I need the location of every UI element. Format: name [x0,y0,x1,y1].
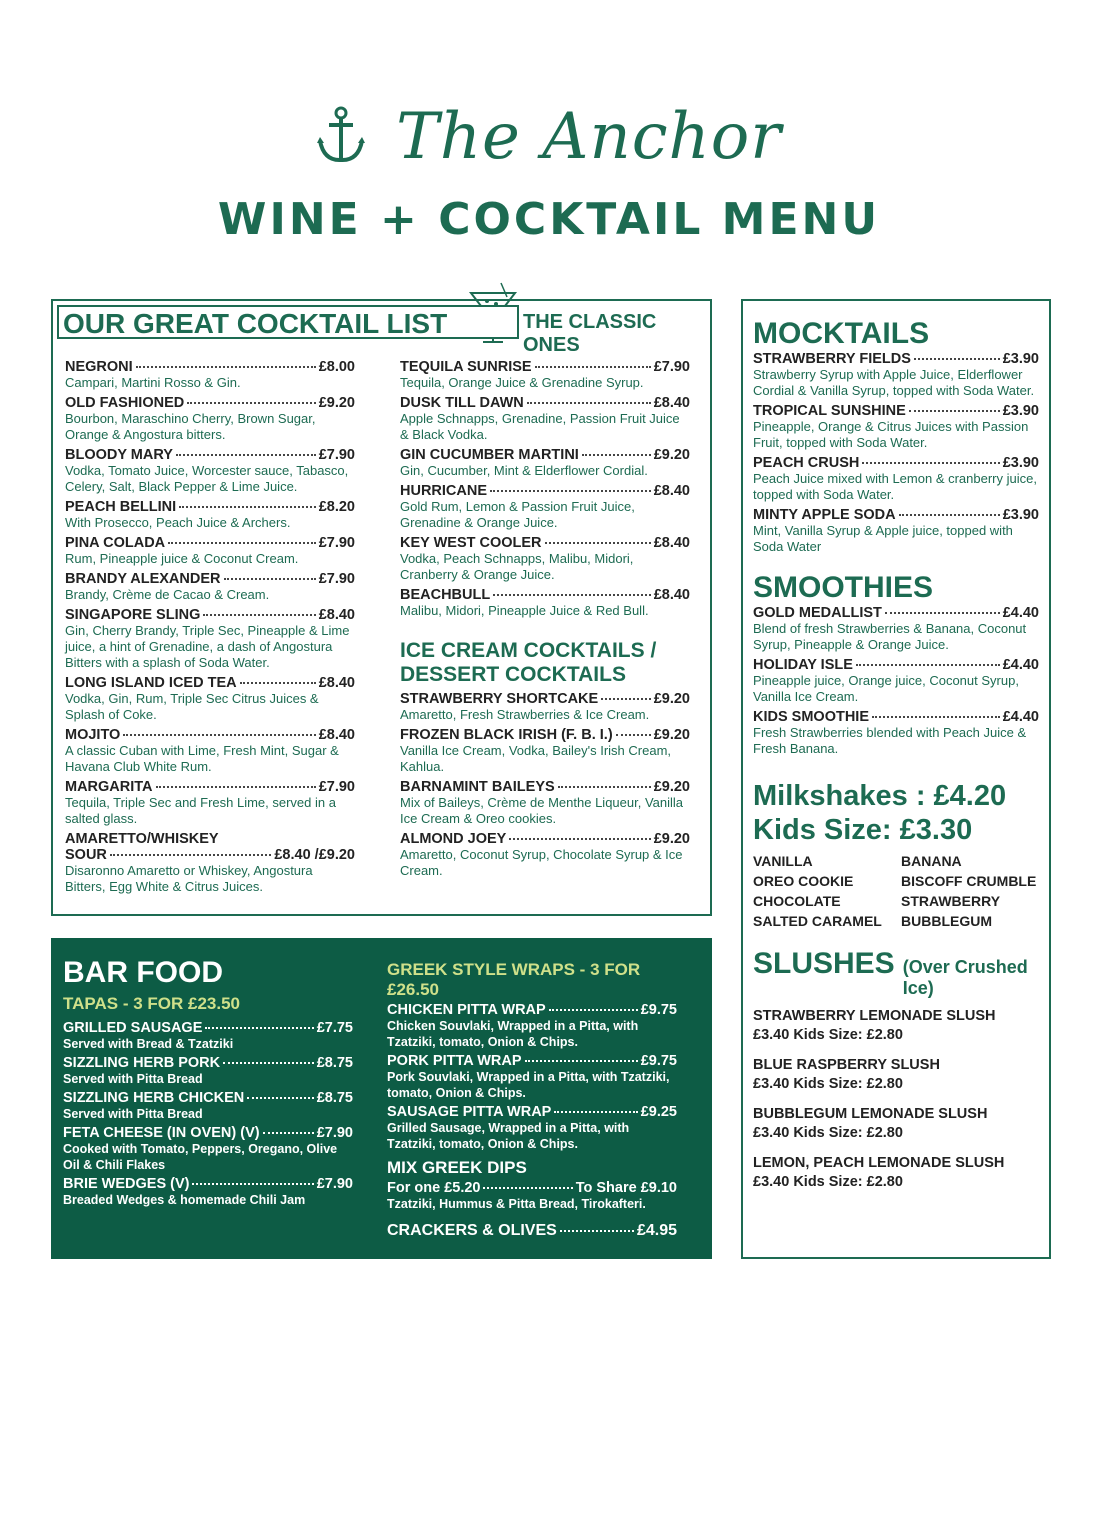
item-price: £8.40 [653,535,690,551]
item-price: £8.40 /£9.20 [274,847,355,863]
dot-leader [862,462,999,464]
item-description: Mix of Baileys, Crème de Menthe Liqueur, Vanilla Ice Cream & Oreo cookies. [400,795,684,826]
item-name: PORK PITTA WRAP [387,1053,522,1069]
item-description: Grilled Sausage, Wrapped in a Pitta, with Tzatziki, tomato, Onion & Chips. [387,1121,630,1151]
menu-item [753,403,1039,451]
item-description: Amaretto, Fresh Strawberries & Ice Cream. [400,707,650,722]
dot-leader [192,1183,313,1185]
menu-item [400,831,690,879]
brand-name: The Anchor [396,100,782,174]
item-description: Rum, Pineapple juice & Coconut Cream. [65,551,299,566]
dips-description: Tzatziki, Hummus & Pitta Bread, Tirokafteri. [387,1197,646,1211]
dot-leader [263,1132,314,1134]
menu-item [400,587,690,619]
item-price: £7.90 [316,1125,353,1141]
item-name: BEACHBULL [400,587,491,603]
dot-leader [224,578,316,580]
milkshake-flavour: CHOCOLATE [753,893,841,909]
item-price: £7.90 [318,447,355,463]
wraps-heading: GREEK STYLE WRAPS - 3 FOR £26.50 [387,960,641,999]
dot-leader [545,542,651,544]
item-price: £3.90 [1002,403,1039,419]
menu-item [387,1053,677,1101]
dot-leader [490,490,651,492]
ice-cream-heading: ICE CREAM COCKTAILS / DESSERT COCKTAILS [400,639,657,686]
item-name: TEQUILA SUNRISE [400,359,532,375]
menu-item [65,395,355,443]
item-price: £4.40 [1002,657,1039,673]
cocktail-list-heading: OUR GREAT COCKTAIL LIST [57,305,519,339]
item-name: BLOODY MARY [65,447,173,463]
dot-leader [899,514,1000,516]
bar-food-right [387,960,677,1240]
item-description: Strawberry Syrup with Apple Juice, Elderflower Cordial & Vanilla Syrup, topped with Soda Water. [753,367,1035,398]
menu-item [65,359,355,391]
item-description: Blend of fresh Strawberries & Banana, Coconut Syrup, Pineapple & Orange Juice. [753,621,1027,652]
item-name: FETA CHEESE (IN OVEN) (V) [63,1125,260,1141]
dot-leader [123,734,315,736]
item-description: Gin, Cucumber, Mint & Elderflower Cordial. [400,463,648,478]
item-description: Malibu, Midori, Pineapple Juice & Red Bull. [400,603,649,618]
item-name: ALMOND JOEY [400,831,507,847]
slush-name: STRAWBERRY LEMONADE SLUSH [753,1008,996,1024]
brand [0,100,1098,174]
bar-food-panel [51,938,712,1259]
item-price: £8.20 [318,499,355,515]
menu-item [65,779,355,827]
dips-heading: MIX GREEK DIPS [387,1158,527,1177]
item-price: £9.75 [640,1002,677,1018]
slush-price: £3.40 Kids Size: £2.80 [753,1125,903,1141]
menu-item [753,351,1039,399]
dot-leader [527,402,651,404]
item-price: £4.40 [1002,709,1039,725]
dot-leader [156,786,316,788]
item-price: £9.20 [653,727,690,743]
item-description: Mint, Vanilla Syrup & Apple juice, topped with Soda Water [753,523,1013,554]
item-name: SIZZLING HERB PORK [63,1055,221,1071]
item-description: Vodka, Peach Schnapps, Malibu, Midori, Cranberry & Orange Juice. [400,551,634,582]
item-price: £7.90 [318,535,355,551]
drinks-panel [741,299,1051,1259]
item-description: Cooked with Tomato, Peppers, Oregano, Olive Oil & Chili Flakes [63,1142,338,1172]
item-name: FROZEN BLACK IRISH (F. B. I.) [400,727,613,743]
menu-item [753,605,1039,653]
menu-item [400,727,690,775]
dot-leader [187,402,315,404]
item-name: PEACH BELLINI [65,499,177,515]
mocktails-heading: MOCKTAILS [753,317,930,350]
slushes-subheading: (Over Crushed Ice) [902,957,1028,998]
milkshake-flavour: OREO COOKIE [753,873,854,889]
item-description: Vodka, Tomato Juice, Worcester sauce, Tabasco, Celery, Salt, Black Pepper & Lime Juice. [65,463,349,494]
dot-leader [582,454,651,456]
menu-item [387,1104,677,1152]
cocktail-list-panel [51,299,712,916]
item-price: £9.20 [653,691,690,707]
item-description: Pineapple, Orange & Citrus Juices with Passion Fruit, topped with Soda Water. [753,419,1029,450]
cocktail-column-left [65,359,355,899]
item-price: £8.75 [316,1055,353,1071]
item-description: Amaretto, Coconut Syrup, Chocolate Syrup & Ice Cream. [400,847,683,878]
item-name: GRILLED SAUSAGE [63,1020,203,1036]
item-description: Tequila, Triple Sec and Fresh Lime, served in a salted glass. [65,795,336,826]
item-name: GIN CUCUMBER MARTINI [400,447,579,463]
item-price: £8.40 [653,395,690,411]
dot-leader [205,1027,313,1029]
item-name: NEGRONI [65,359,133,375]
item-price: £8.40 [318,607,355,623]
item-description: Apple Schnapps, Grenadine, Passion Fruit Juice & Black Vodka. [400,411,680,442]
dot-leader [483,1187,572,1189]
dot-leader [601,698,651,700]
item-price: £7.90 [316,1176,353,1192]
dot-leader [179,506,316,508]
item-description: Served with Pitta Bread [63,1107,203,1121]
item-price: £7.90 [653,359,690,375]
dot-leader [525,1060,638,1062]
dot-leader [554,1111,637,1113]
item-name: BRIE WEDGES (V) [63,1176,190,1192]
item-price: £7.75 [316,1020,353,1036]
dips-share-price: To Share £9.10 [575,1180,677,1196]
dot-leader [909,410,1000,412]
menu-item [400,395,690,443]
item-name: TROPICAL SUNSHINE [753,403,906,419]
item-price: £8.40 [653,483,690,499]
dot-leader [203,614,315,616]
menu-item [65,727,355,775]
smoothies-heading: SMOOTHIES [753,571,934,604]
dot-leader [885,612,1000,614]
item-name: SINGAPORE SLING [65,607,201,623]
item-name: KIDS SMOOTHIE [753,709,870,725]
menu-item [400,691,690,723]
dot-leader [493,594,650,596]
item-price: £9.20 [653,779,690,795]
milkshake-flavour: BISCOFF CRUMBLE [901,873,1037,889]
menu-item [400,779,690,827]
slush-price: £3.40 Kids Size: £2.80 [753,1027,903,1043]
dips-one-price: For one £5.20 [387,1180,481,1196]
item-description: Campari, Martini Rosso & Gin. [65,375,241,390]
item-price: £3.90 [1002,351,1039,367]
dot-leader [223,1062,314,1064]
item-name: MARGARITA [65,779,153,795]
item-name: BRANDY ALEXANDER [65,571,221,587]
dot-leader [247,1097,313,1099]
milkshakes-price: Milkshakes : £4.20 [753,780,1007,812]
item-description: Tequila, Orange Juice & Grenadine Syrup. [400,375,644,390]
item-name: CRACKERS & OLIVES [387,1222,557,1239]
milkshake-flavour: SALTED CARAMEL [753,913,882,929]
menu-item [65,675,355,723]
item-price: £8.40 [653,587,690,603]
item-description: Peach Juice mixed with Lemon & cranberry juice, topped with Soda Water. [753,471,1037,502]
item-name: SAUSAGE PITTA WRAP [387,1104,552,1120]
item-price: £8.40 [318,727,355,743]
item-name: HOLIDAY ISLE [753,657,853,673]
menu-item [753,507,1039,555]
item-description: A classic Cuban with Lime, Fresh Mint, Sugar & Havana Club White Rum. [65,743,339,774]
menu-item [400,447,690,479]
item-description: Served with Bread & Tzatziki [63,1037,234,1051]
menu-item [65,571,355,603]
menu-header [0,100,1098,245]
item-name: MINTY APPLE SODA [753,507,896,523]
item-price: £9.20 [653,447,690,463]
slush-name: BUBBLEGUM LEMONADE SLUSH [753,1106,988,1122]
menu-subtitle: WINE + COCKTAIL MENU [217,194,881,245]
item-price: £8.00 [318,359,355,375]
item-name: SIZZLING HERB CHICKEN [63,1090,245,1106]
item-name: GOLD MEDALLIST [753,605,882,621]
menu-item [63,1020,353,1052]
item-description: Gold Rum, Lemon & Passion Fruit Juice, Grenadine & Orange Juice. [400,499,635,530]
item-price: £9.20 [653,831,690,847]
item-price: £8.40 [318,675,355,691]
item-price: £4.95 [636,1222,677,1239]
item-price: £3.90 [1002,507,1039,523]
slushes-header [753,947,1039,999]
item-name: HURRICANE [400,483,487,499]
item-name: STRAWBERRY SHORTCAKE [400,691,599,707]
item-description: Chicken Souvlaki, Wrapped in a Pitta, with Tzatziki, tomato, Onion & Chips. [387,1019,639,1049]
milkshake-flavour: VANILLA [753,853,813,869]
slush-price: £3.40 Kids Size: £2.80 [753,1076,903,1092]
menu-item [65,499,355,531]
bar-food-title: BAR FOOD [63,956,223,989]
drinks-column [753,317,1039,1203]
classic-ones-heading: THE CLASSIC ONES [523,311,657,356]
dot-leader [240,682,316,684]
item-price: £9.75 [640,1053,677,1069]
item-description: Breaded Wedges & homemade Chili Jam [63,1193,306,1207]
slush-price: £3.40 Kids Size: £2.80 [753,1174,903,1190]
menu-item [63,1055,353,1087]
menu-item [63,1090,353,1122]
item-description: With Prosecco, Peach Juice & Archers. [65,515,291,530]
item-description: Disaronno Amaretto or Whiskey, Angostura Bitters, Egg White & Citrus Juices. [65,863,313,894]
menu-item [65,535,355,567]
item-name: LONG ISLAND ICED TEA [65,675,237,691]
milkshake-flavour: BANANA [901,853,962,869]
dot-leader [914,358,1000,360]
menu-item [65,831,355,895]
item-description: Brandy, Crème de Cacao & Cream. [65,587,270,602]
dot-leader [560,1230,634,1232]
menu-item [65,607,355,671]
item-name: KEY WEST COOLER [400,535,542,551]
anchor-icon [316,105,366,170]
bar-food-left [63,956,353,1211]
menu-item [65,447,355,495]
slushes-heading: SLUSHES [753,947,895,980]
item-name: AMARETTO/WHISKEY [65,831,219,847]
item-name: PINA COLADA [65,535,166,551]
cocktail-column-right [400,359,690,883]
dot-leader [535,366,651,368]
menu-item [387,1002,677,1050]
dot-leader [558,786,651,788]
item-name: CHICKEN PITTA WRAP [387,1002,546,1018]
item-description: Gin, Cherry Brandy, Triple Sec, Pineapple & Lime juice, a hint of Grenadine, a dash of Angostura Bitters with a splash of Soda Water. [65,623,350,670]
milkshake-flavour: BUBBLEGUM [901,913,992,929]
item-name: OLD FASHIONED [65,395,185,411]
item-description: Fresh Strawberries blended with Peach Juice & Fresh Banana. [753,725,1027,756]
item-description: Bourbon, Maraschino Cherry, Brown Sugar, Orange & Angostura bitters. [65,411,316,442]
item-name: PEACH CRUSH [753,455,860,471]
item-name: MOJITO [65,727,121,743]
dot-leader [136,366,316,368]
dot-leader [168,542,316,544]
menu-item [400,483,690,531]
dot-leader [549,1009,638,1011]
menu-item [753,455,1039,503]
item-price: £3.90 [1002,455,1039,471]
menu-item [753,657,1039,705]
item-description: Vodka, Gin, Rum, Triple Sec Citrus Juices & Splash of Coke. [65,691,319,722]
slush-name: BLUE RASPBERRY SLUSH [753,1057,940,1073]
item-description: Pork Souvlaki, Wrapped in a Pitta, with Tzatziki, tomato, Onion & Chips. [387,1070,670,1100]
dot-leader [176,454,316,456]
dot-leader [872,716,1000,718]
item-name: SOUR [65,847,107,863]
item-price: £7.90 [318,779,355,795]
dot-leader [616,734,651,736]
item-price: £9.25 [640,1104,677,1120]
tapas-heading: TAPAS - 3 FOR £23.50 [63,994,240,1013]
item-description: Pineapple juice, Orange juice, Coconut Syrup, Vanilla Ice Cream. [753,673,1019,704]
milkshakes-kids-price: Kids Size: £3.30 [753,814,973,846]
dot-leader [856,664,1000,666]
menu-item [63,1125,353,1173]
item-price: £8.75 [316,1090,353,1106]
item-name: BARNAMINT BAILEYS [400,779,555,795]
dot-leader [509,838,650,840]
item-name: DUSK TILL DAWN [400,395,524,411]
milkshake-flavour: STRAWBERRY [901,893,1001,909]
menu-item [753,709,1039,757]
slush-name: LEMON, PEACH LEMONADE SLUSH [753,1155,1005,1171]
item-description: Vanilla Ice Cream, Vodka, Bailey's Irish Cream, Kahlua. [400,743,672,774]
item-price: £9.20 [318,395,355,411]
milkshake-flavours [753,853,1039,929]
menu-item [63,1176,353,1208]
item-price: £7.90 [318,571,355,587]
menu-item [400,359,690,391]
menu-item [400,535,690,583]
item-name: STRAWBERRY FIELDS [753,351,911,367]
item-price: £4.40 [1002,605,1039,621]
item-description: Served with Pitta Bread [63,1072,203,1086]
dot-leader [110,854,271,856]
